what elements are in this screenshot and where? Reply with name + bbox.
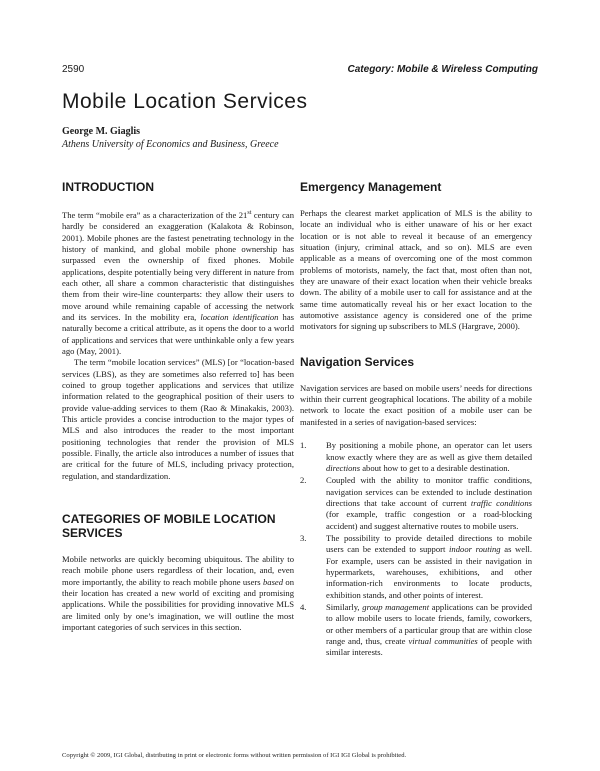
list-item-text: applications can be provided to allow mobile users to locate friends, family, coworkers, or other members of a particular group that are within close range and, thus, create xyxy=(326,601,532,646)
list-item-number: 4. xyxy=(300,601,307,612)
list-item-text: about how to get to a desirable destination. xyxy=(360,462,510,473)
left-column xyxy=(62,180,294,634)
categories-p1-end: on their location has created a new world of exciting and promising applications. While the possibilities for providing innovative MLS are limited only by one’s imagination, we will outline the most important categories of such services in this section. xyxy=(62,576,294,633)
intro-p1-superscript: st xyxy=(247,210,252,216)
author-affiliation: Athens University of Economics and Business, Greece xyxy=(62,139,279,150)
categories-p1-emphasis: based xyxy=(262,576,284,587)
list-item-text: Coupled with the ability to monitor traffic conditions, navigation services can be extended to include destination directions that take account of current xyxy=(326,475,532,508)
navigation-list xyxy=(300,440,532,659)
list-item-emphasis: traffic conditions xyxy=(470,497,532,508)
list-item-number: 1. xyxy=(300,440,307,451)
list-item xyxy=(300,475,532,532)
list-item-emphasis: group management xyxy=(362,601,430,612)
list-item xyxy=(300,602,532,659)
list-item-text: Similarly, xyxy=(326,601,363,612)
list-item-emphasis: virtual communities xyxy=(408,636,478,646)
list-item-number: 2. xyxy=(300,475,307,486)
intro-paragraph-1 xyxy=(62,208,294,357)
list-item-number: 3. xyxy=(300,532,307,543)
section-heading-categories: CATEGORIES OF MOBILE LOCATION SERVICES xyxy=(62,512,276,541)
section-heading-navigation: Navigation Services xyxy=(300,354,415,369)
list-item-text: By positioning a mobile phone, an operator can let users know exactly where they are as well as give them detailed xyxy=(326,440,532,462)
categories-paragraph-1 xyxy=(62,554,294,633)
right-column xyxy=(300,180,532,660)
page-number: 2590 xyxy=(62,64,85,75)
intro-p1-emphasis: location identification xyxy=(200,311,279,322)
list-item-text: The possibility to provide detailed directions to mobile users can be extended to support xyxy=(326,532,532,555)
section-heading-emergency: Emergency Management xyxy=(300,180,442,194)
list-item-text: as well. For example, users can be assisted in their navigation in hypermarkets, warehouses, exhibitions, and other information-rich environments to locate products, exhibition stands, and other points of interest. xyxy=(326,544,532,600)
list-item xyxy=(300,440,532,474)
copyright-footer: Copyright © 2009, IGI Global, distributing in print or electronic forms without written permission of IGI IGI Global is prohibited. xyxy=(62,752,407,759)
intro-p1-start: The term “mobile era” as a characterization of the 21 xyxy=(62,209,248,220)
list-item-text: of people with similar interests. xyxy=(326,636,532,658)
list-item xyxy=(300,533,532,601)
list-item-text: (for example, traffic congestion or a road-blocking accident) and suggest alternative routes to mobile users. xyxy=(326,509,532,531)
intro-paragraph-2: The term “mobile location services” (MLS) [or “location-based services (LBS), as they are sometimes also referred to] has been coined to group together applications and services that utilize information related to the geographical position of their users to provide value-adding services to them (Rao & Minakakis, 2003). This article provides a concise introduction to the major types of MLS and also introduces the reader to the most important positioning technologies that render the provision of MLS possible. Finally, the article also introduces a number of issues that are critical for the future of MLS, including privacy protection, regulation, and standardization. xyxy=(62,357,294,481)
intro-p1-rest: century can hardly be considered an exaggeration (Kalakota & Robinson, 2001). Mobile phones are the fastest penetrating technology in the history of mankind, and global mobile phone ownership has surpassed even the ownership of fixed phones. Mobile applications, despite potentially being very different in nature from each other, all share a common characteristic that distinguishes them from their wire-line counterparts: they allow their users to move around while remaining capable of accessing the network and its services. In the mobility era, xyxy=(62,209,294,322)
categories-p1-start: Mobile networks are quickly becoming ubiquitous. The ability to reach mobile phone users regardless of their location, and, even more importantly, the ability to reach mobile phone users xyxy=(62,554,294,587)
intro-p1-end: has naturally become a critical attribute, as it opens the door to a world of applications and services that were unthinkable only a few years ago (May, 2001). xyxy=(62,311,294,356)
section-heading-introduction: INTRODUCTION xyxy=(62,180,154,194)
article-title: Mobile Location Services xyxy=(62,90,308,113)
list-item-emphasis: directions xyxy=(326,462,361,473)
running-header-category: Category: Mobile & Wireless Computing xyxy=(347,64,538,75)
navigation-paragraph-1: Navigation services are based on mobile users’ needs for directions within their current geographical locations. The ability of a mobile network to locate the exact position of a mobile user can be manifested in a series of navigation-based services: xyxy=(300,382,532,427)
emergency-paragraph-1: Perhaps the clearest market application of MLS is the ability to locate an individual who is either unaware of his or her exact location or is not able to reveal it because of an emergency situation (injury, criminal attack, and so on). MLS are even applicable as a means of overcoming one of the most common problems of motorists, namely, the fact that, most often than not, they are unaware of their exact location when their vehicle breaks down. The ability of a mobile user to call for assistance and at the same time automatically reveal his or her exact location to the automotive assistance agency is considered one of the prime motivators for signing up subscribers to MLS (Hargrave, 2000). xyxy=(300,208,532,332)
author-name: George M. Giaglis xyxy=(62,126,141,137)
list-item-emphasis: indoor routing xyxy=(449,544,501,555)
